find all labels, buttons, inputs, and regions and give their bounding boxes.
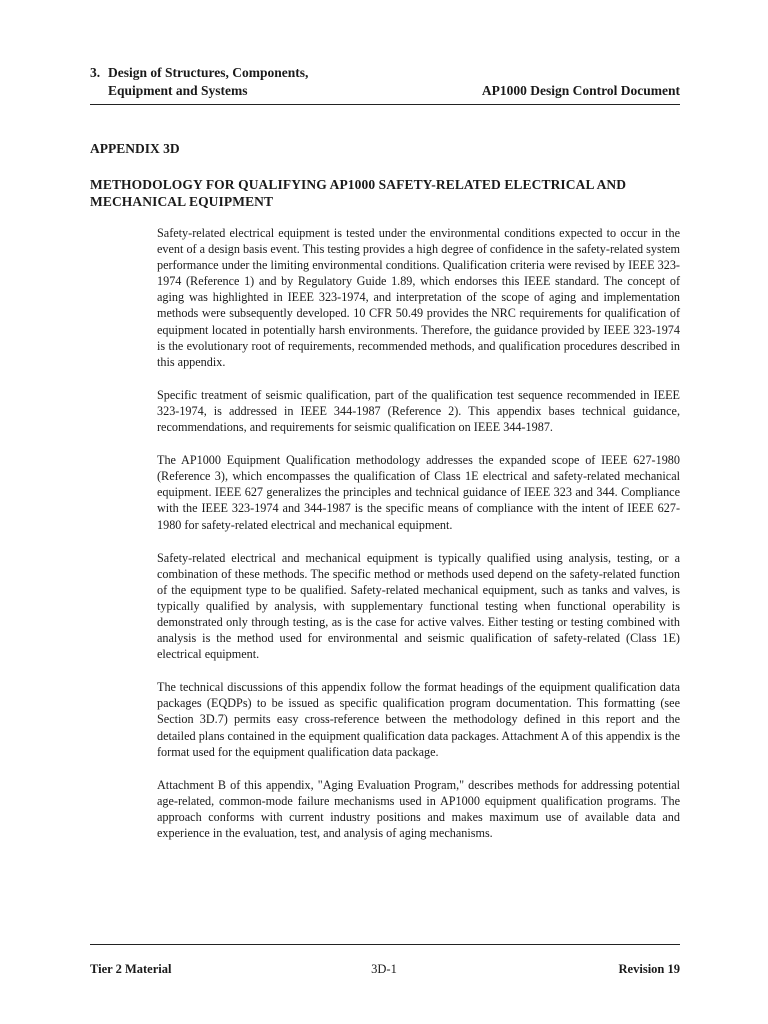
paragraph: Safety-related electrical and mechanical equipment is typically qualified using analysis, testing, or a combination of these methods. The specific method or methods used depend on the safety-related function of the equipment type to be qualified. Safety-related mechanical equipment, such as tanks and valves, is typically qualified by analysis, with supplementary functional testing when functional operability is demonstrated only through testing, as is the case for active valves. Either testing or testing combined with analysis is the method used for environmental and seismic qualification of safety-related (Class 1E) electrical equipment. (157, 550, 680, 662)
body-text (157, 225, 680, 858)
footer-divider (90, 944, 680, 945)
paragraph: The AP1000 Equipment Qualification methodology addresses the expanded scope of IEEE 627-1980 (Reference 3), which encompasses the qualification of Class 1E electrical and safety-related mechanical equipment. IEEE 627 generalizes the principles and technical guidance of IEEE 323 and 344. Compliance with the IEEE 323-1974 and 344-1987 is the specific means of compliance with the intent of IEEE 627-1980 for safety-related electrical and mechanical equipment. (157, 453, 680, 532)
page-header (90, 64, 680, 105)
page-title: METHODOLOGY FOR QUALIFYING AP1000 SAFETY-RELATED ELECTRICAL AND MECHANICAL EQUIPMENT (90, 177, 627, 209)
paragraph: Safety-related electrical equipment is tested under the environmental conditions expected to occur in the event of a design basis event. This testing provides a high degree of confidence in the safety-related system performance under the limiting environmental conditions. Qualification criteria were revised by IEEE 323-1974 (Reference 1) and by Regulatory Guide 1.89, which endorses this IEEE standard. The concept of aging was highlighted in IEEE 323-1974, and interpretation of the scope of aging and implementation methods were subsequently developed. 10 CFR 50.49 provides the NRC requirements for qualification of equipment located in potentially harsh environments. Therefore, the guidance provided by IEEE 323-1974 is the evolutionary root of requirements, recommended methods, and qualification procedures described in this appendix. (157, 226, 680, 369)
section-title-line1: Design of Structures, Components, (108, 65, 309, 80)
appendix-heading: APPENDIX 3D (90, 141, 180, 156)
document-title: AP1000 Design Control Document (481, 83, 680, 98)
section-title-line2: Equipment and Systems (108, 83, 248, 98)
footer-revision: Revision 19 (618, 962, 680, 976)
section-heading (90, 64, 308, 100)
page-number: 3D-1 (371, 962, 397, 976)
paragraph: Specific treatment of seismic qualification, part of the qualification test sequence recommended in IEEE 323-1974, is addressed in IEEE 344-1987 (Reference 2). This appendix bases technical guidance, recommendations, and requirements for seismic qualification on IEEE 344-1987. (157, 387, 680, 435)
paragraph: The technical discussions of this appendix follow the format headings of the equipment qualification data packages (EQDPs) to be issued as specific qualification program documentation. This formatting (see Section 3D.7) permits easy cross-reference between the methodology defined in this report and the detailed plans contained in the equipment qualification data packages. Attachment A of this appendix is the format used for the equipment qualification data package. (157, 680, 680, 759)
paragraph: Attachment B of this appendix, "Aging Evaluation Program," describes methods for addressing potential age-related, common-mode failure mechanisms used in AP1000 equipment qualification programs. The approach conforms with current industry positions and makes maximum use of available data and experience in the evaluation, test, and analysis of aging mechanisms. (157, 777, 680, 840)
footer-tier: Tier 2 Material (90, 962, 172, 976)
section-number: 3. (90, 65, 101, 80)
